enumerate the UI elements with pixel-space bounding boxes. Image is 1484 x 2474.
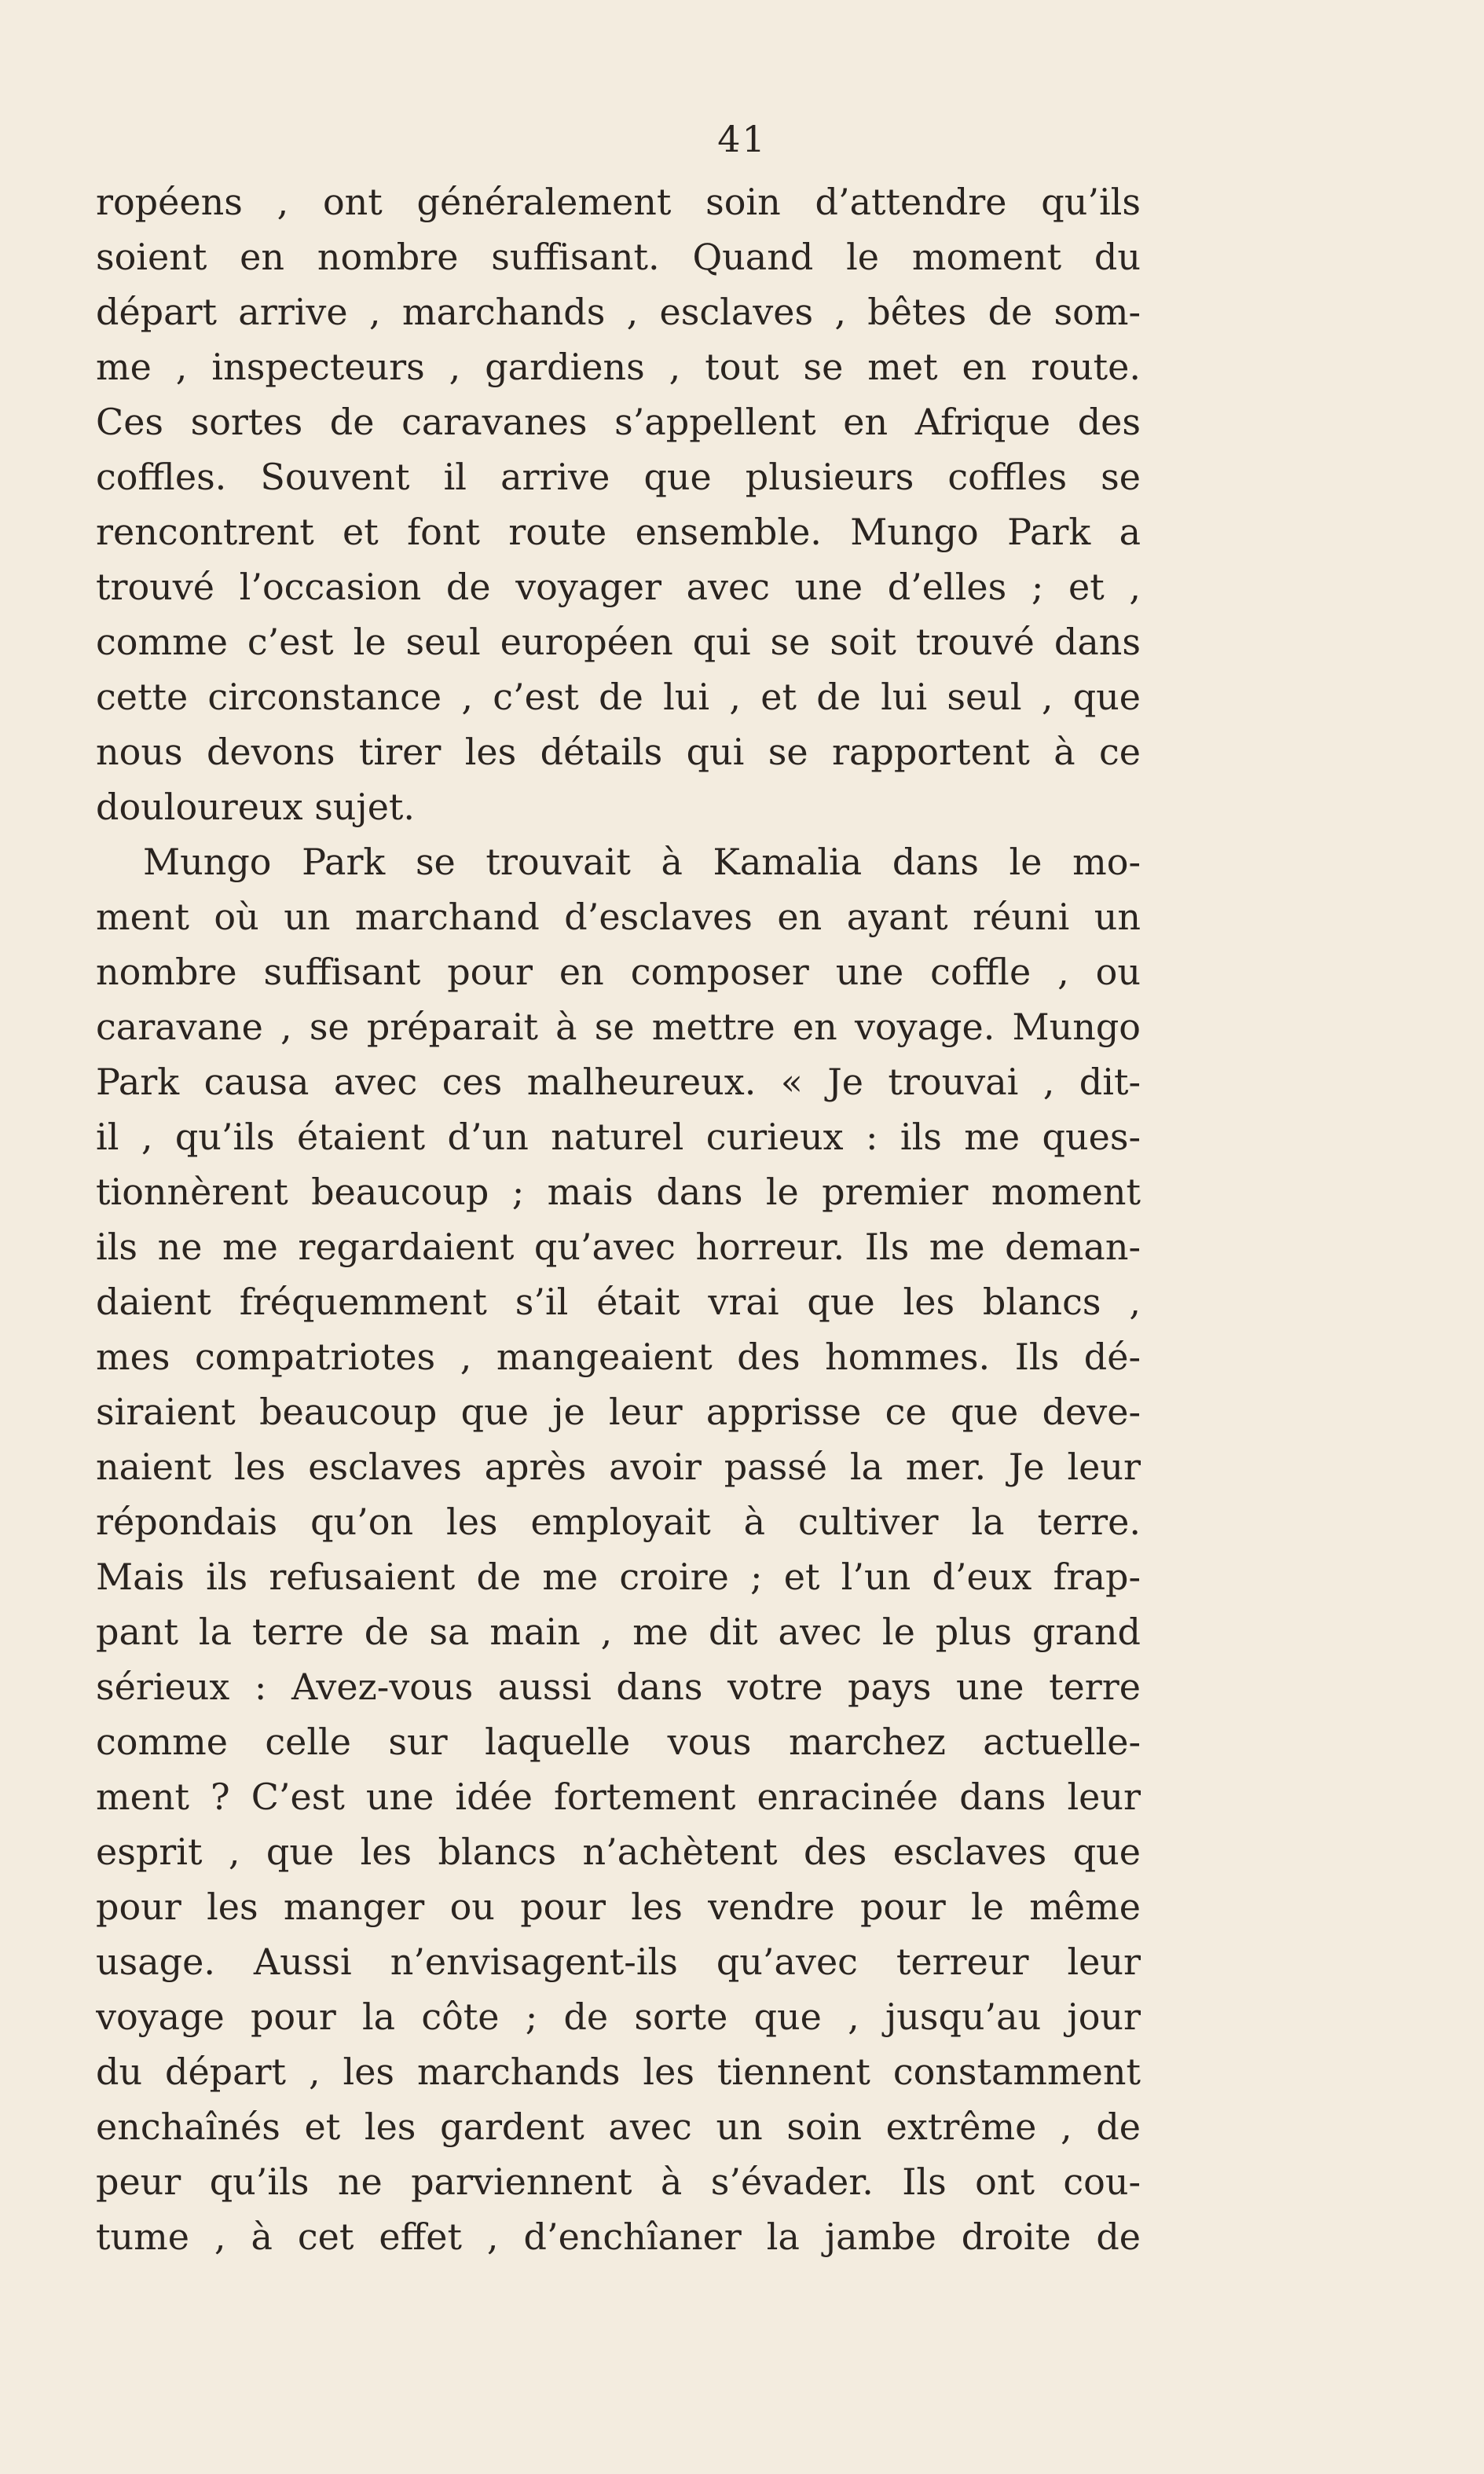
text-line: ropéens , ont généralement soin d’attendre qu’ils: [96, 181, 1141, 223]
text-line: siraient beaucoup que je leur apprisse ce que deve-: [96, 1391, 1141, 1433]
text-line: enchaînés et les gardent avec un soin extrême , de: [96, 2106, 1141, 2148]
text-line: rencontrent et font route ensemble. Mungo Park a: [96, 511, 1141, 553]
page-number: 41: [717, 118, 767, 160]
text-line: nombre suffisant pour en composer une coffle , ou: [96, 951, 1141, 993]
text-line: répondais qu’on les employait à cultiver la terre.: [96, 1501, 1141, 1543]
text-line: douloureux sujet.: [96, 786, 416, 828]
text-line: Park causa avec ces malheureux. « Je trouvai , dit-: [96, 1061, 1141, 1103]
text-line: Mais ils refusaient de me croire ; et l’un d’eux frap-: [96, 1556, 1141, 1598]
text-line: il , qu’ils étaient d’un naturel curieux : ils me ques-: [96, 1116, 1141, 1158]
text-line: Ces sortes de caravanes s’appellent en Afrique des: [96, 401, 1141, 443]
text-line: cette circonstance , c’est de lui , et de lui seul , que: [96, 676, 1141, 718]
text-line: comme celle sur laquelle vous marchez actuelle-: [96, 1721, 1141, 1763]
text-line: coffles. Souvent il arrive que plusieurs coffles se: [96, 456, 1141, 498]
text-line: comme c’est le seul européen qui se soit trouvé dans: [96, 621, 1141, 663]
text-line: me , inspecteurs , gardiens , tout se met en route.: [96, 346, 1141, 388]
text-line: pour les manger ou pour les vendre pour le même: [96, 1886, 1141, 1928]
text-line: esprit , que les blancs n’achètent des esclaves que: [96, 1831, 1141, 1873]
text-line: naient les esclaves après avoir passé la mer. Je leur: [96, 1446, 1141, 1488]
text-line: sérieux : Avez-vous aussi dans votre pays une terre: [96, 1666, 1141, 1708]
text-line: peur qu’ils ne parviennent à s’évader. Ils ont cou-: [96, 2161, 1141, 2203]
text-line: daient fréquemment s’il était vrai que les blancs ,: [96, 1281, 1141, 1323]
text-line: départ arrive , marchands , esclaves , bêtes de som-: [96, 291, 1141, 333]
text-line: soient en nombre suffisant. Quand le moment du: [96, 236, 1141, 278]
body-text: [96, 174, 1141, 2264]
text-line: pant la terre de sa main , me dit avec le plus grand: [96, 1611, 1141, 1653]
text-line: ment ? C’est une idée fortement enracinée dans leur: [96, 1776, 1141, 1818]
text-line: voyage pour la côte ; de sorte que , jusqu’au jour: [96, 1996, 1141, 2038]
text-line: ils ne me regardaient qu’avec horreur. Ils me deman-: [96, 1226, 1141, 1268]
text-line: tume , à cet effet , d’enchîaner la jambe droite de: [96, 2216, 1141, 2258]
text-line: mes compatriotes , mangeaient des hommes. Ils dé-: [96, 1336, 1141, 1378]
text-line: usage. Aussi n’envisagent-ils qu’avec terreur leur: [96, 1941, 1141, 1983]
text-line: trouvé l’occasion de voyager avec une d’elles ; et ,: [96, 566, 1141, 608]
text-line: tionnèrent beaucoup ; mais dans le premier moment: [96, 1171, 1141, 1213]
text-line: ment où un marchand d’esclaves en ayant réuni un: [96, 896, 1141, 938]
text-line: Mungo Park se trouvait à Kamalia dans le mo-: [143, 841, 1141, 883]
text-line: nous devons tirer les détails qui se rapportent à ce: [96, 731, 1141, 773]
text-line: du départ , les marchands les tiennent constamment: [96, 2051, 1141, 2093]
text-line: caravane , se préparait à se mettre en voyage. Mungo: [96, 1006, 1141, 1048]
